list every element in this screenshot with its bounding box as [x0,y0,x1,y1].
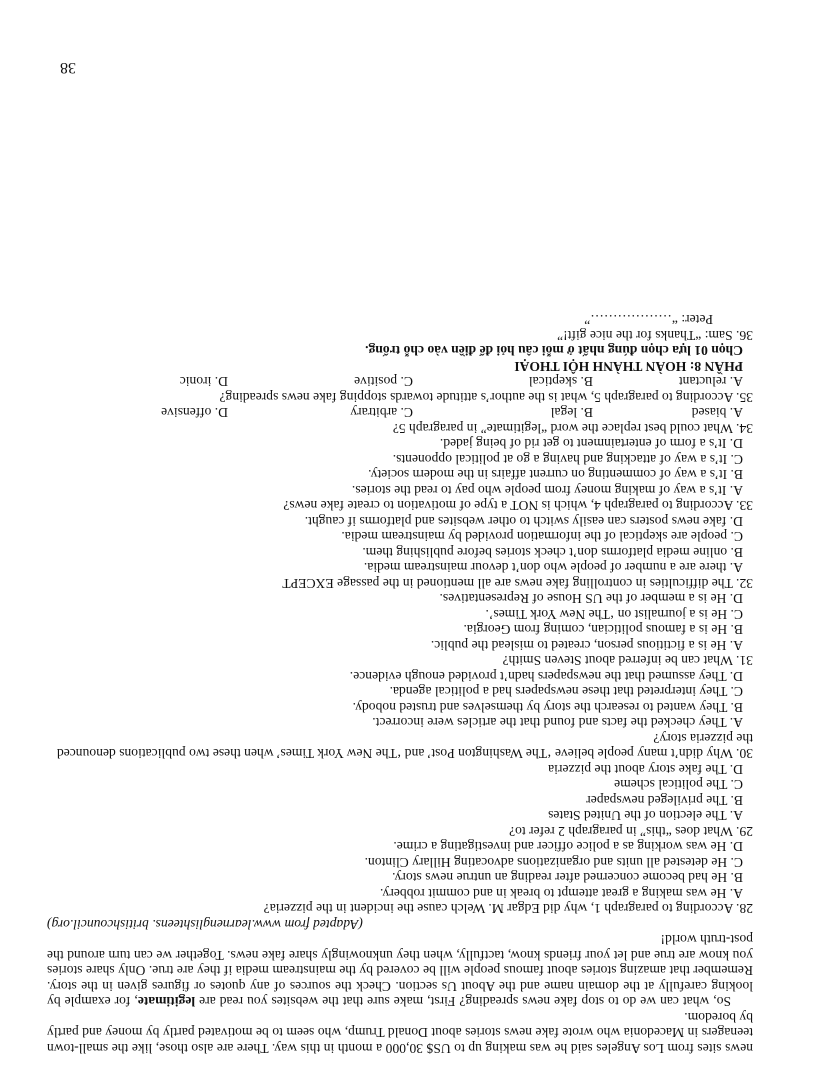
question-29: 29. What does “this” in paragraph 2 refer to? [509,824,753,839]
q32-option-b: B. online media platforms don’t check stories before publishing them. [362,545,743,560]
q29-option-b: B. The privileged newspaper [586,793,743,808]
q35-options [47,374,753,390]
q33-option-c: C. It’s a way of attacking and having a go at political opponents. [392,452,743,467]
question-32: 32. The difficulties in controlling fake news are all mentioned in the passage EXCEPT [282,576,753,591]
q34-option-a: A. biased [691,405,743,421]
q29-option-c: C. The political scheme [614,777,743,793]
paragraph-5-rest: , for example by looking carefully at the domain name and the About Us section. Check the sources of any quotes or figures given in the story. Remember that amazing stories about famous people will be covered by the mainstream media if they are true. Only share stories you know are true and let your friends know, tactfully, when they unknowingly share fake news. Together we can turn around the post-truth world! [47,932,753,1010]
paragraph-5-start: So, what can we do to stop fake news spreading? First, make sure that the websites you read are [195,994,731,1010]
passage-paragraph-5 [47,932,753,1010]
page-content [47,312,753,1056]
q29-option-d: D. The fake story about the pizzeria [548,762,743,777]
q33-option-a: A. It’s a way of making money from people who pay to read the stories. [351,483,743,498]
question-35: 35. According to paragraph 5, what is the author’s attitude towards stopping fake news spreading? [219,390,753,405]
q33-option-d: D. It’s a form of entertainment to get rid of being jaded. [439,436,743,452]
q34-options [47,405,753,421]
question-30: 30. Why didn’t many people believe ‘The Washington Post’ and ‘The New York Times’ when these two publications denounced the pizzeria story? [56,731,753,762]
question-28: 28. According to paragraph 1, why did Edgar M. Welch cause the incident in the pizzeria? [263,901,753,917]
section-title: PHẦN 8: HOÀN THÀNH HỘI THOẠI [514,359,743,374]
q31-option-d: D. He is a member of the US House of Representatives. [439,591,743,607]
page-number: 38 [60,59,76,76]
q32-option-d: D. fake news posters can easily switch to other websites and platforms if caught. [304,514,743,529]
keyword-legitimate: legitimate [137,994,196,1010]
q35-option-a: A. reluctant [678,374,743,390]
q28-option-a: A. He was making a great attempt to break in and commit robbery. [379,886,743,901]
question-31: 31. What can be inferred about Steven Smith? [502,653,753,669]
q34-option-c: C. arbitrary [350,405,413,421]
q30-option-b: B. They wanted to research the story by themselves and trusted nobody. [352,700,743,715]
q34-option-d: D. offensive [161,405,228,421]
q28-option-d: D. He was working as a police officer and investigating a crime. [393,839,743,855]
q32-option-a: A. there are a number of people who don’t devour mainstream media. [363,560,743,576]
section-instruction: Chọn 01 lựa chọn đúng nhất ở mỗi câu hỏi để điền vào chỗ trống. [365,343,743,359]
q30-option-a: A. They checked the facts and found that the articles were incorrect. [372,715,743,731]
q33-option-b: B. It’s a way of commenting on current affairs in the modern society. [368,467,743,483]
question-36-answer-blank: Peter: “………………” [584,312,713,328]
q29-option-a: A. The election of the United States [548,808,743,824]
q31-option-a: A. He is a fictitious person, created to mislead the public. [430,638,743,653]
passage-paragraph-4-end: news sites from Los Angeles said he was making up to US$ 30,000 a month in this way. There are also those, like the small-town teenagers in Macedonia who wrote fake news stories about Donald Trump, who seem to be motivated partly by money and partly by boredom. [47,1010,753,1056]
q28-option-b: B. He had become concerned after reading an untrue news story. [392,870,743,886]
question-36: 36. Sam: “Thanks for the nice gift!” [557,328,753,343]
question-33: 33. According to paragraph 4, which is NOT a type of motivation to create fake news? [283,498,753,514]
q32-option-c: C. people are skeptical of the information provided by mainstream media. [341,529,743,545]
q34-option-b: B. legal [550,405,593,421]
q35-option-d: D. ironic [179,374,228,390]
q28-option-c: C. He detested all units and organizations advocating Hillary Clinton. [364,855,743,870]
q30-option-c: C. They interpreted that these newspapers had a political agenda. [389,684,743,700]
q31-option-b: B. He is a famous politician, coming from Georgia. [463,622,743,638]
passage-source: (Adapted from www.learnenglishteens. britishcouncil.org) [47,917,363,932]
q30-option-d: D. They assumed that the newspapers hadn’t provided enough evidence. [349,669,743,684]
question-34: 34. What could best replace the word “legitimate” in paragraph 5? [392,421,753,436]
q35-option-b: B. skeptical [528,374,593,390]
q35-option-c: C. positive [354,374,413,390]
q31-option-c: C. He is a journalist on ‘The New York Times’. [485,607,743,622]
